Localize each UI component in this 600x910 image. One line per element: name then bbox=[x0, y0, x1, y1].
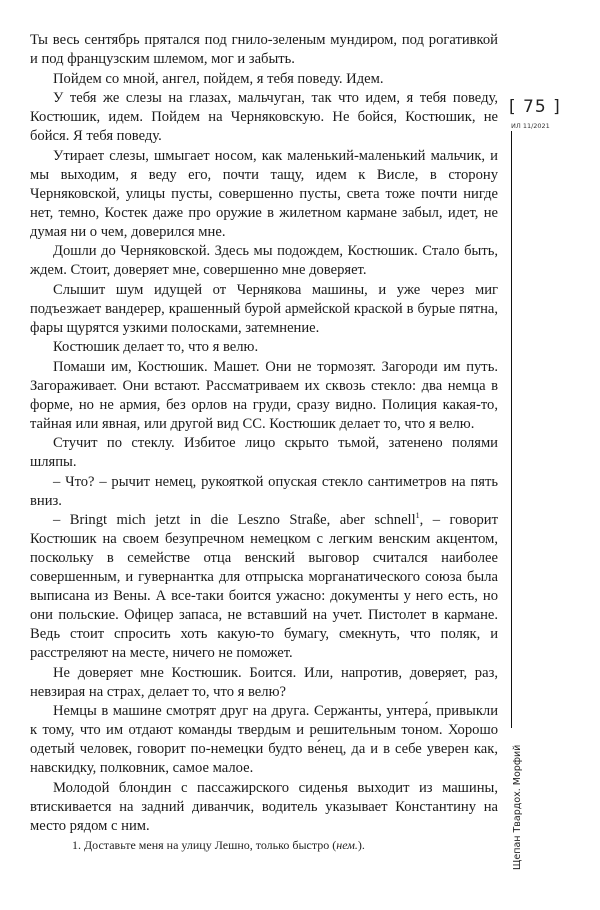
footnote-text: 1. Доставьте меня на улицу Лешно, только быстро ( bbox=[72, 838, 337, 852]
paragraph: Молодой блондин с пассажирского сиденья выходит из машины, втискивается на задний диванчик, водитель указывает Константину на место рядом с ним. bbox=[30, 779, 498, 834]
paragraph: Ты весь сентябрь прятался под гнило-зеленым мундиром, под рогативкой и под французским шлемом, мог и забыть. bbox=[30, 32, 498, 67]
running-title: Щепан Твардох. Морфий bbox=[512, 744, 523, 870]
paragraph-rest: , – говорит Костюшик на своем безупречном немецком с легким венским акцентом, поскольку в семействе отца венский выговор считался наиболее совершенным, и гувернантка для отпрыска морганатического союза была выписана из Вены. А все-таки боится ужасно: документы у него есть, но они польские. Офицер запаса, не вставший на учет. Пистолет в кармане. Ведь стоит спросить хоть какую-то бумагу, смекнуть, что поляк, и расстреляют на месте, ничего не поможет. bbox=[30, 512, 498, 661]
page-number: [ 75 ] bbox=[509, 97, 561, 117]
footnote-close: ). bbox=[357, 838, 365, 852]
margin-rule bbox=[511, 131, 512, 728]
paragraph: У тебя же слезы на глазах, мальчуган, так что идем, я тебя поведу, Костюшик, идем. Пойдем на Черняковскую. Не бойся, Костюшик, не бойся. Я тебя поведу. bbox=[30, 90, 498, 144]
footnote-ref[interactable]: 1 bbox=[415, 511, 420, 521]
paragraph: Дошли до Черняковской. Здесь мы подождем, Костюшик. Стало быть, ждем. Стоит, доверяет мне, совершенно мне доверяет. bbox=[30, 243, 498, 278]
paragraph: – Что? – рычит немец, рукояткой опуская стекло сантиметров на пять вниз. bbox=[30, 473, 498, 509]
paragraph: Не доверяет мне Костюшик. Боится. Или, напротив, доверяет, раз, невзирая на страх, делает то, что я велю? bbox=[30, 664, 498, 700]
paragraph: Утирает слезы, шмыгает носом, как маленький-маленький мальчик, и мы выходим, я веду его, почти тащу, идем к Висле, в сторону Черняковской, улицы пусты, совершенно пусты, света тоже почти нигде нет, темно, Костек даже про оружие в жилетном кармане забыл, идет, не думая ни о чем, доверился мне. bbox=[30, 147, 498, 240]
paragraph: Стучит по стеклу. Избитое лицо скрыто тьмой, затенено полями шляпы. bbox=[30, 435, 498, 470]
issue-label: ИЛ 11/2021 bbox=[511, 122, 550, 130]
paragraph: Помаши им, Костюшик. Машет. Они не тормозят. Загороди им путь. Загораживает. Они встают. Рассматриваем их сквозь стекло: два немца в форме, но не армия, без орлов на груди, сразу видно. Полиция какая-то, тайная или явная, или другой вид СС. Костюшик делает то, что я велю. bbox=[30, 358, 498, 432]
paragraph: Костюшик делает то, что я велю. bbox=[53, 339, 259, 355]
paragraph-german-quote bbox=[30, 511, 498, 663]
paragraph: Слышит шум идущей от Чернякова машины, и уже через миг подъезжает вандерер, крашенный бурой армейской краской в бурые пятна, фары щурятся узкими полосками, затемнение. bbox=[30, 281, 498, 336]
footnote bbox=[72, 838, 365, 853]
german-quote: – Bringt mich jetzt in die Leszno Straße, aber schnell bbox=[53, 512, 416, 528]
body-text bbox=[30, 31, 498, 836]
paragraph: Немцы в машине смотрят друг на друга. Сержанты, унтера́, привыкли к тому, что им отдают команды твердым и решительным тоном. Хорошо одетый человек, говорит по-немецки будто ве́нец, да и в себе уверен как, навскидку, полковник, самое малое. bbox=[30, 703, 498, 776]
paragraph: Пойдем со мной, ангел, пойдем, я тебя поведу. Идем. bbox=[53, 70, 384, 87]
footnote-lang: нем. bbox=[336, 838, 358, 852]
